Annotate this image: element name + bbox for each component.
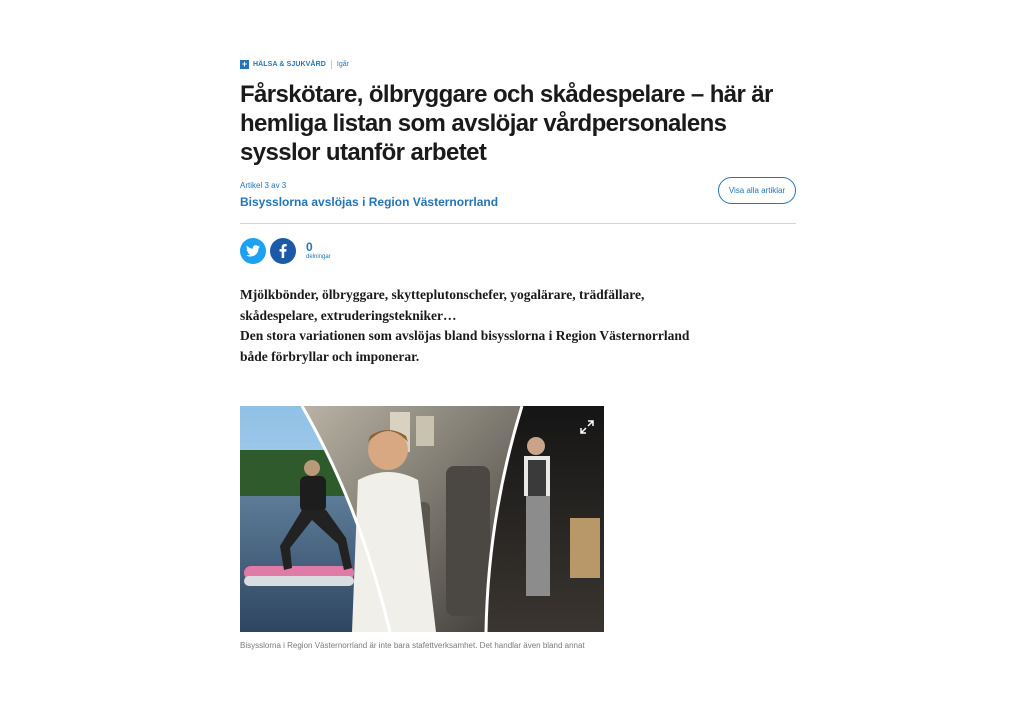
share-count-label: delningar: [306, 254, 331, 260]
series-count: Artikel 3 av 3: [240, 181, 287, 190]
article-image[interactable]: [240, 406, 604, 632]
lead-paragraph: Mjölkbönder, ölbryggare, skytteplutonschefer, yogalärare, trädfällare, skådespelare, extruderingstekniker…: [240, 287, 645, 323]
facebook-share-button[interactable]: [270, 238, 296, 264]
lead-paragraph: Den stora variationen som avslöjas bland bisysslorna i Region Västernorrland både förbryllar och imponerar.: [240, 328, 690, 364]
article-meta: [240, 56, 796, 72]
facebook-icon: [279, 244, 287, 258]
expand-icon[interactable]: [580, 420, 594, 434]
category-link[interactable]: HÄLSA & SJUKVÅRD: [253, 60, 326, 68]
article-series: [240, 181, 796, 211]
share-count: [306, 241, 331, 261]
article: [240, 56, 796, 367]
plus-icon[interactable]: +: [241, 58, 248, 69]
image-caption: Bisysslorna i Region Västernorrland är inte bara stafettverksamhet. Det handlar även bland annat: [240, 641, 585, 650]
twitter-share-button[interactable]: [240, 238, 266, 264]
article-lead: [240, 285, 720, 367]
collage-image: [240, 406, 604, 632]
series-title-link[interactable]: Bisysslorna avslöjas i Region Västernorrland: [240, 195, 499, 209]
headline: Fårskötare, ölbryggare och skådespelare – här är hemliga listan som avslöjar vårdpersonalens sysslor utanför arbetet: [240, 81, 773, 166]
twitter-icon: [246, 245, 260, 257]
show-all-articles-button[interactable]: Visa alla artiklar: [718, 177, 796, 204]
divider: [240, 223, 796, 224]
share-bar: [240, 237, 796, 265]
meta-divider: [331, 60, 332, 69]
share-count-number: 0: [306, 240, 313, 254]
publish-time: Igår: [336, 60, 349, 68]
